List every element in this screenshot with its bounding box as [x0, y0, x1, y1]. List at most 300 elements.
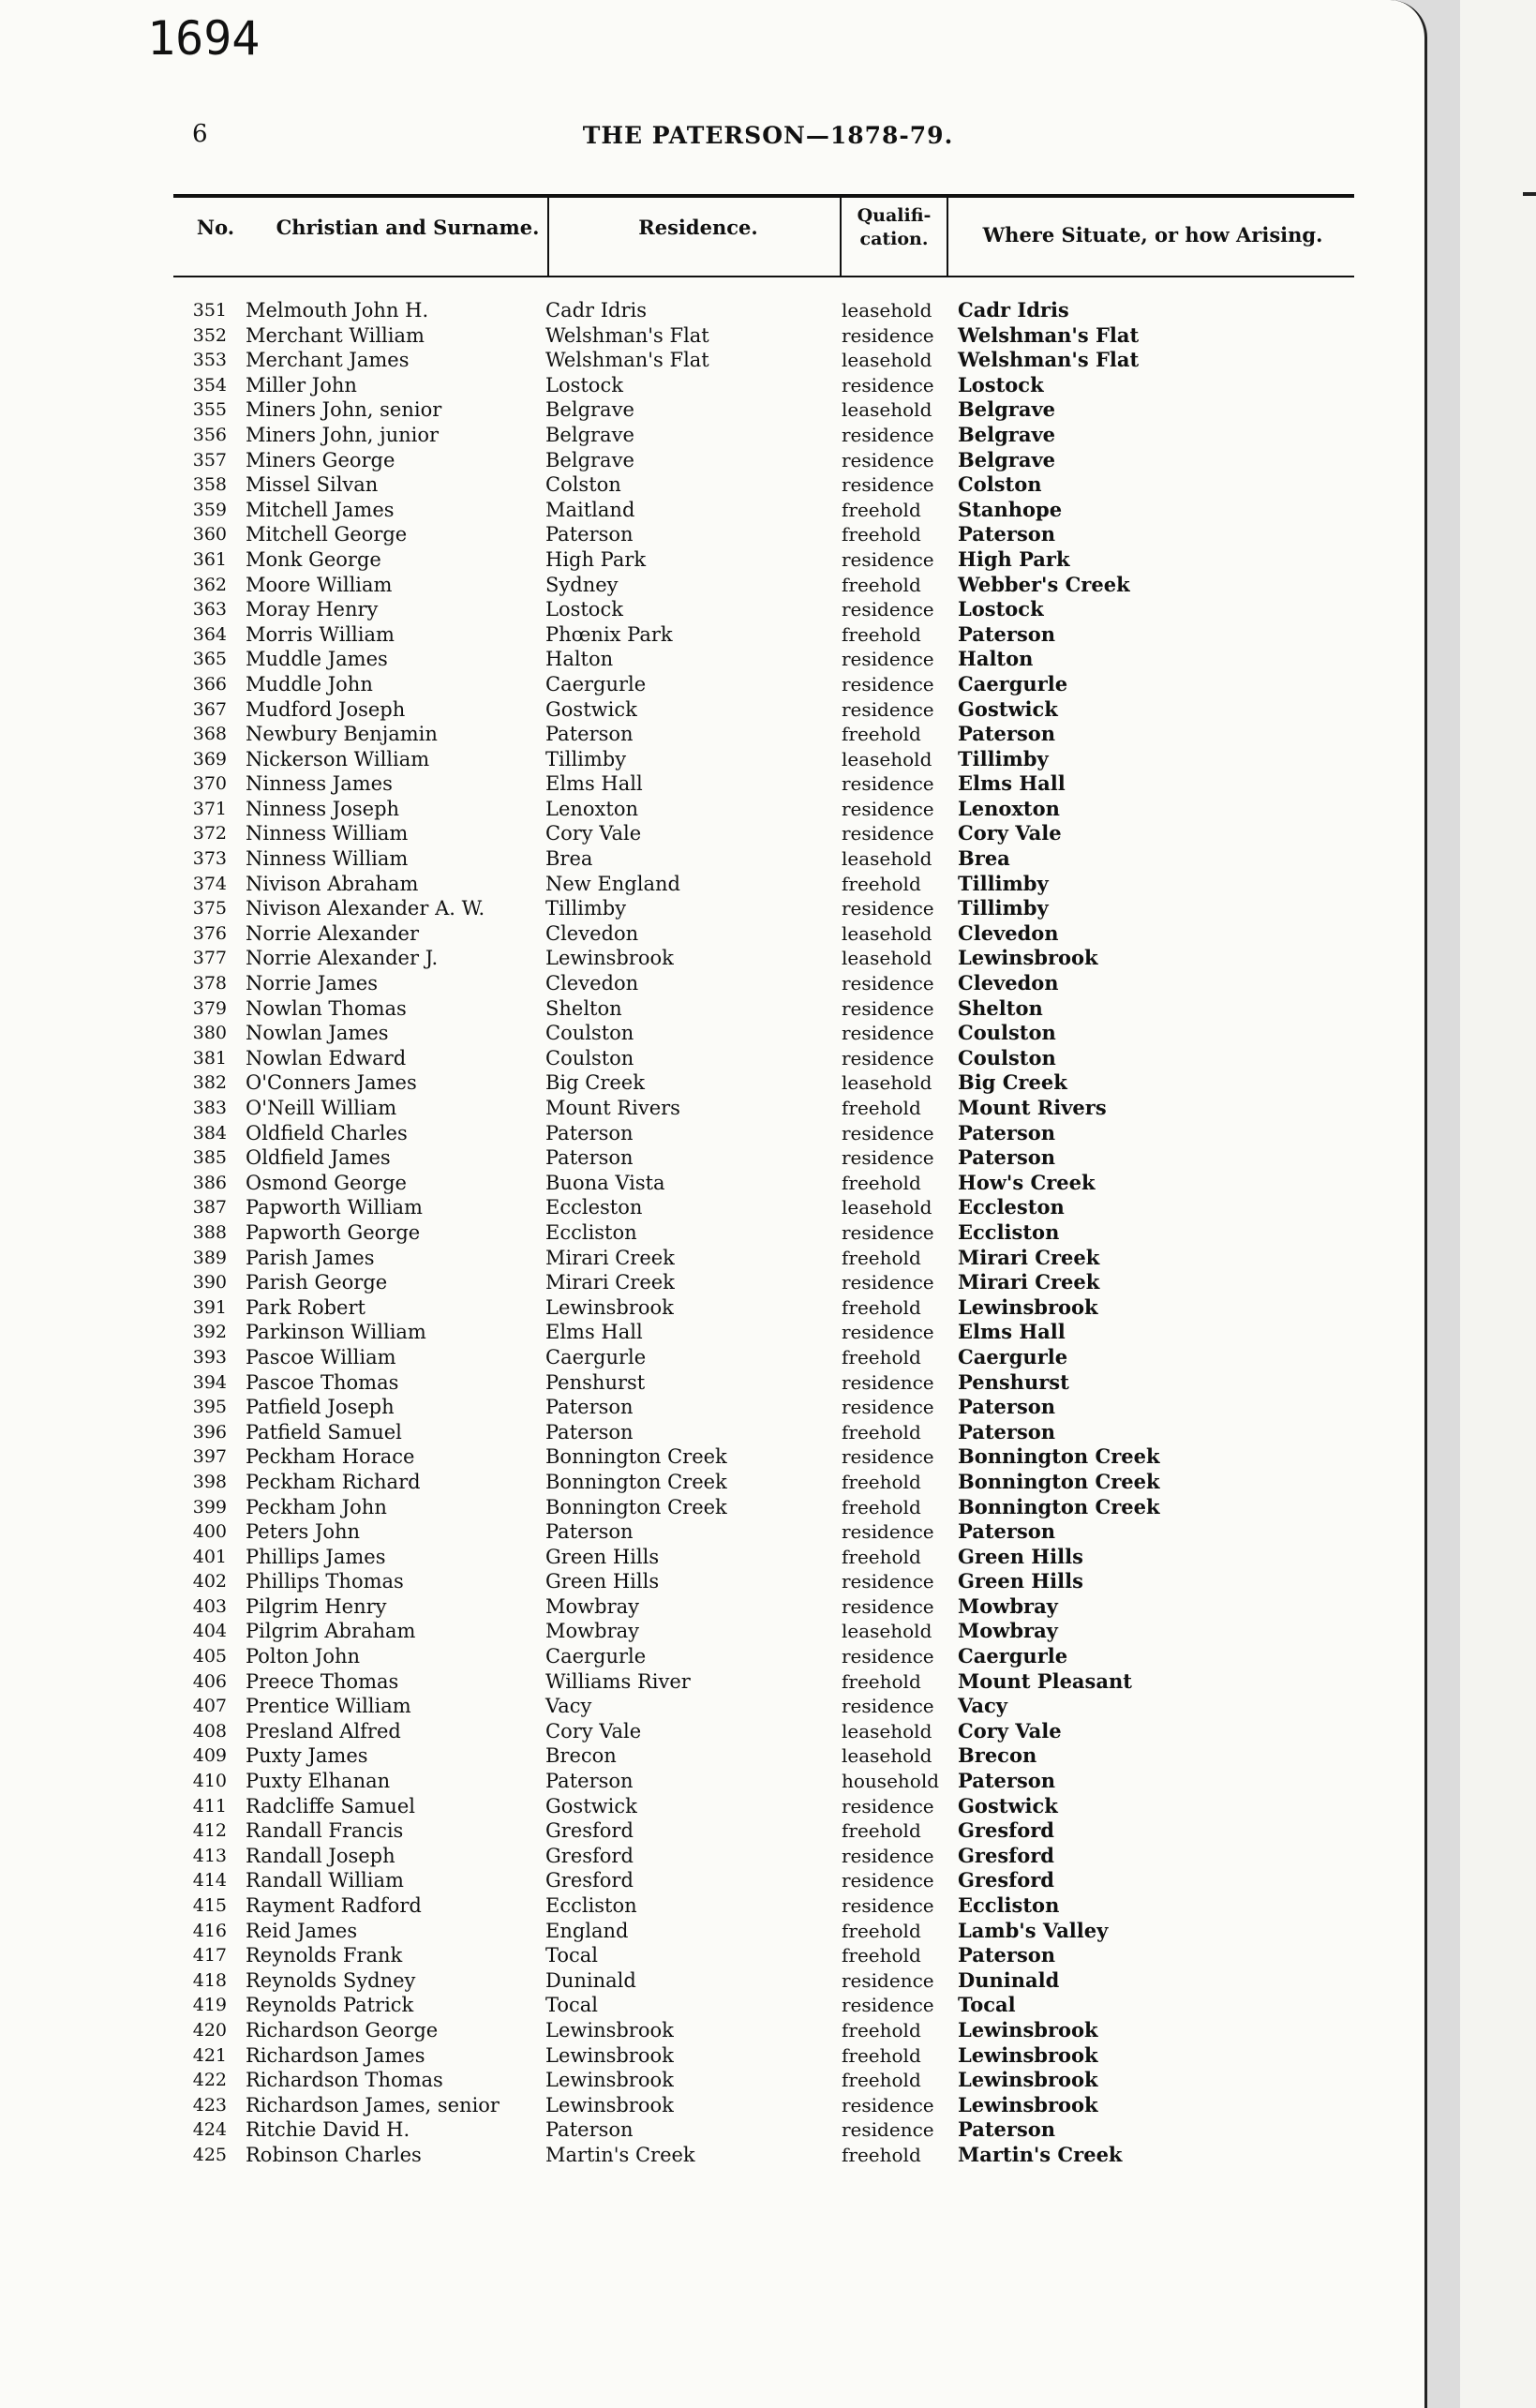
row-qualification: freehold [842, 2069, 921, 2092]
table-row [0, 1519, 1424, 1545]
row-name: Papworth William [246, 1196, 423, 1219]
row-qualification: residence [842, 697, 934, 721]
row-where-situate: Mirari Creek [958, 1245, 1100, 1269]
row-qualification: residence [842, 1220, 934, 1244]
row-number: 362 [192, 574, 227, 595]
row-number: 380 [192, 1023, 227, 1044]
row-qualification: leasehold [842, 1719, 932, 1742]
row-qualification: leasehold [842, 398, 932, 422]
row-number: 358 [192, 474, 227, 496]
row-residence: High Park [545, 547, 647, 571]
row-where-situate: Big Creek [958, 1070, 1067, 1095]
table-row [0, 1893, 1424, 1919]
row-name: Pascoe William [246, 1345, 396, 1369]
row-name: Nickerson William [246, 747, 430, 770]
row-number: 398 [192, 1471, 227, 1492]
row-number: 384 [192, 1122, 227, 1144]
row-number: 374 [192, 873, 227, 894]
row-name: Puxty James [246, 1744, 368, 1768]
row-where-situate: Lewinsbrook [958, 2068, 1098, 2092]
row-number: 394 [192, 1371, 227, 1393]
row-number: 371 [192, 798, 227, 819]
row-qualification: residence [842, 897, 934, 920]
row-name: Moray Henry [246, 598, 379, 621]
table-row [0, 1868, 1424, 1893]
table-row [0, 1195, 1424, 1220]
row-residence: Williams River [545, 1669, 691, 1693]
row-name: Parish George [246, 1271, 388, 1294]
row-number: 417 [192, 1945, 227, 1967]
table-row [0, 2018, 1424, 2043]
row-name: Richardson George [246, 2018, 439, 2042]
row-qualification: freehold [842, 1470, 921, 1493]
row-where-situate: Brecon [958, 1743, 1037, 1768]
row-number: 379 [192, 997, 227, 1019]
table-row [0, 1046, 1424, 1071]
row-name: Richardson Thomas [246, 2069, 443, 2092]
table-row [0, 573, 1424, 598]
page-title: THE PATERSON—1878-79. [582, 122, 954, 149]
row-name: Ritchie David H. [246, 2118, 410, 2142]
row-name: Ninness William [246, 847, 409, 871]
row-qualification: residence [842, 2118, 934, 2142]
row-name: Missel Silvan [246, 473, 379, 497]
row-where-situate: Gresford [958, 1818, 1054, 1843]
row-where-situate: Stanhope [958, 497, 1063, 521]
row-name: Randall William [246, 1869, 404, 1892]
row-residence: Tocal [545, 1944, 599, 1967]
row-qualification: residence [842, 1570, 934, 1593]
table-row [0, 1220, 1424, 1246]
row-name: Mitchell James [246, 498, 395, 521]
row-number: 399 [192, 1496, 227, 1518]
row-where-situate: Paterson [958, 522, 1056, 546]
row-number: 415 [192, 1895, 227, 1916]
row-where-situate: Lostock [958, 372, 1044, 396]
row-number: 370 [192, 773, 227, 795]
row-where-situate: Bonnington Creek [958, 1469, 1160, 1493]
table-row [0, 1495, 1424, 1520]
row-qualification: freehold [842, 1295, 921, 1319]
row-residence: Coulston [545, 1022, 634, 1045]
row-where-situate: Lewinsbrook [958, 2092, 1098, 2116]
row-qualification: residence [842, 373, 934, 396]
table-row [0, 1769, 1424, 1794]
row-where-situate: Eccliston [958, 1893, 1060, 1917]
row-name: Ninness James [246, 772, 393, 796]
table-row [0, 647, 1424, 672]
row-qualification: residence [842, 1695, 934, 1718]
row-number: 366 [192, 673, 227, 695]
row-where-situate: Lenoxton [958, 796, 1060, 820]
row-where-situate: Mount Pleasant [958, 1668, 1132, 1693]
row-where-situate: How's Creek [958, 1170, 1096, 1194]
table-row [0, 846, 1424, 872]
row-number: 412 [192, 1820, 227, 1842]
row-residence: Mirari Creek [545, 1246, 675, 1269]
row-residence: Tillimby [545, 897, 627, 920]
row-residence: Eccliston [545, 1220, 637, 1244]
column-divider-qualification [840, 197, 842, 277]
row-number: 389 [192, 1247, 227, 1268]
row-number: 413 [192, 1845, 227, 1866]
row-number: 406 [192, 1670, 227, 1692]
row-qualification: residence [842, 547, 934, 571]
row-residence: Halton [545, 648, 614, 671]
row-residence: Elms Hall [545, 1321, 643, 1344]
table-row [0, 946, 1424, 971]
table-row [0, 1096, 1424, 1121]
table-row [0, 498, 1424, 523]
table-row [0, 1270, 1424, 1295]
row-qualification: leasehold [842, 1071, 932, 1095]
row-residence: Lewinsbrook [545, 1295, 674, 1319]
row-qualification: freehold [842, 1097, 921, 1119]
row-number: 424 [192, 2119, 227, 2141]
table-row [0, 1619, 1424, 1644]
row-number: 423 [192, 2094, 227, 2116]
row-residence: Lewinsbrook [545, 2093, 674, 2116]
row-residence: Mirari Creek [545, 1271, 675, 1294]
row-name: Randall Joseph [246, 1844, 395, 1867]
table-row [0, 1171, 1424, 1196]
row-name: Monk George [246, 547, 381, 571]
row-residence: Paterson [545, 723, 634, 746]
row-residence: Coulston [545, 1046, 634, 1069]
row-where-situate: Colston [958, 472, 1042, 497]
row-number: 396 [192, 1421, 227, 1443]
table-row [0, 1420, 1424, 1445]
row-where-situate: Paterson [958, 1419, 1056, 1443]
row-qualification: leasehold [842, 847, 932, 871]
row-residence: Mowbray [545, 1620, 639, 1643]
row-qualification: residence [842, 797, 934, 820]
row-qualification: residence [842, 323, 934, 347]
row-where-situate: Paterson [958, 1943, 1056, 1967]
row-residence: Duninald [545, 1968, 636, 1992]
row-residence: Paterson [545, 1420, 634, 1443]
row-qualification: freehold [842, 622, 921, 646]
row-name: Oldfield Charles [246, 1121, 408, 1144]
table-row [0, 1145, 1424, 1171]
row-name: Peckham Horace [246, 1445, 415, 1469]
row-where-situate: Paterson [958, 1395, 1056, 1419]
row-qualification: residence [842, 772, 934, 796]
row-name: Osmond George [246, 1171, 407, 1194]
row-where-situate: Cadr Idris [958, 298, 1069, 322]
row-residence: Eccleston [545, 1196, 643, 1219]
column-divider-residence [547, 197, 549, 277]
table-row [0, 2093, 1424, 2118]
row-where-situate: Brea [958, 846, 1010, 871]
row-number: 422 [192, 2070, 227, 2091]
row-name: Miners John, junior [246, 423, 440, 446]
row-qualification: residence [842, 1520, 934, 1544]
row-number: 410 [192, 1771, 227, 1792]
row-where-situate: Lewinsbrook [958, 2042, 1098, 2067]
row-number: 357 [192, 449, 227, 471]
row-name: Richardson James [246, 2043, 425, 2067]
row-where-situate: Clevedon [958, 971, 1059, 995]
table-row [0, 547, 1424, 573]
table-row [0, 1818, 1424, 1844]
row-name: Phillips Thomas [246, 1570, 404, 1593]
table-row [0, 1968, 1424, 1994]
row-residence: Eccliston [545, 1894, 637, 1917]
row-number: 361 [192, 548, 227, 570]
row-residence: Clevedon [545, 921, 639, 945]
row-qualification: residence [842, 1370, 934, 1394]
row-where-situate: Gresford [958, 1868, 1054, 1892]
row-qualification: leasehold [842, 947, 932, 970]
row-where-situate: Mirari Creek [958, 1270, 1100, 1294]
row-where-situate: Vacy [958, 1694, 1007, 1718]
row-number: 401 [192, 1546, 227, 1567]
table-row [0, 2143, 1424, 2168]
row-number: 365 [192, 649, 227, 670]
header-qualification: Qualifi-cation. [857, 205, 932, 249]
table-row [0, 472, 1424, 498]
table-row [0, 1694, 1424, 1719]
row-residence: Lewinsbrook [545, 2043, 674, 2067]
row-number: 400 [192, 1521, 227, 1543]
row-name: Nowlan Thomas [246, 996, 407, 1020]
row-qualification: freehold [842, 1345, 921, 1369]
table-row [0, 622, 1424, 648]
row-name: Melmouth John H. [246, 299, 429, 322]
row-name: Norrie Alexander [246, 921, 420, 945]
row-number: 381 [192, 1047, 227, 1069]
table-row [0, 1719, 1424, 1744]
row-number: 416 [192, 1920, 227, 1941]
row-residence: Green Hills [545, 1570, 660, 1593]
row-name: Radcliffe Samuel [246, 1794, 415, 1817]
table-row [0, 1345, 1424, 1370]
table-row [0, 1919, 1424, 1944]
header-where: Where Situate, or how Arising. [982, 223, 1323, 247]
row-number: 376 [192, 922, 227, 944]
row-number: 359 [192, 499, 227, 520]
row-name: Miller John [246, 373, 357, 396]
row-where-situate: Caergurle [958, 671, 1068, 695]
row-residence: England [545, 1919, 629, 1942]
table-row [0, 448, 1424, 473]
row-number: 402 [192, 1571, 227, 1593]
row-name: Randall Francis [246, 1819, 404, 1843]
row-qualification: leasehold [842, 921, 932, 945]
table-row [0, 1295, 1424, 1321]
row-residence: Buona Vista [545, 1171, 665, 1194]
row-name: O'Conners James [246, 1071, 417, 1095]
row-name: Rayment Radford [246, 1894, 422, 1917]
row-where-situate: Mount Rivers [958, 1096, 1107, 1119]
table-row [0, 797, 1424, 822]
row-residence: Mowbray [545, 1594, 639, 1618]
row-name: Reid James [246, 1919, 358, 1942]
row-number: 363 [192, 599, 227, 621]
row-qualification: freehold [842, 1944, 921, 1967]
row-number: 411 [192, 1795, 227, 1817]
row-qualification: residence [842, 1994, 934, 2017]
row-residence: Sydney [545, 573, 619, 596]
row-qualification: residence [842, 672, 934, 695]
row-qualification: freehold [842, 1495, 921, 1518]
row-number: 393 [192, 1346, 227, 1368]
table-row [0, 373, 1424, 398]
row-where-situate: Coulston [958, 1021, 1056, 1045]
row-qualification: residence [842, 1046, 934, 1069]
table-row [0, 1070, 1424, 1096]
row-residence: Lostock [545, 373, 623, 396]
row-qualification: freehold [842, 1420, 921, 1443]
row-where-situate: Paterson [958, 1145, 1056, 1170]
row-name: Reynolds Patrick [246, 1994, 414, 2017]
adjacent-page-rule [1523, 192, 1536, 196]
row-name: Pascoe Thomas [246, 1370, 399, 1394]
row-number: 395 [192, 1397, 227, 1418]
row-name: Preece Thomas [246, 1669, 399, 1693]
header-no: No. [196, 216, 235, 239]
table-row [0, 896, 1424, 921]
row-where-situate: High Park [958, 546, 1070, 571]
row-qualification: residence [842, 423, 934, 446]
row-residence: Bonnington Creek [545, 1445, 727, 1469]
table-row [0, 971, 1424, 996]
row-name: Peters John [246, 1520, 361, 1544]
table-row [0, 747, 1424, 772]
row-qualification: residence [842, 1271, 934, 1294]
table-row [0, 397, 1424, 423]
row-name: Pilgrim Abraham [246, 1620, 416, 1643]
table-row [0, 1993, 1424, 2018]
row-residence: Paterson [545, 1396, 634, 1419]
row-where-situate: Eccleston [958, 1195, 1065, 1219]
row-where-situate: Clevedon [958, 920, 1059, 945]
row-name: Morris William [246, 622, 395, 646]
table-row [0, 1743, 1424, 1769]
row-name: Pilgrim Henry [246, 1594, 387, 1618]
row-number: 386 [192, 1172, 227, 1193]
row-qualification: leasehold [842, 1196, 932, 1219]
row-residence: New England [545, 872, 680, 895]
row-number: 360 [192, 524, 227, 546]
row-where-situate: Paterson [958, 1519, 1056, 1544]
row-residence: Belgrave [545, 398, 634, 422]
row-number: 407 [192, 1696, 227, 1717]
row-name: O'Neill William [246, 1097, 397, 1119]
row-number: 383 [192, 1098, 227, 1118]
row-name: Presland Alfred [246, 1719, 401, 1742]
row-residence: Vacy [545, 1695, 592, 1718]
row-qualification: residence [842, 1445, 934, 1469]
row-where-situate: Paterson [958, 1769, 1056, 1793]
row-name: Merchant James [246, 349, 410, 372]
row-name: Parkinson William [246, 1321, 426, 1344]
row-number: 356 [192, 424, 227, 445]
row-where-situate: Eccliston [958, 1219, 1060, 1244]
row-where-situate: Belgrave [958, 397, 1056, 422]
row-name: Moore William [246, 573, 393, 596]
row-number: 397 [192, 1446, 227, 1468]
row-residence: Colston [545, 473, 621, 497]
row-name: Nivison Alexander A. W. [246, 897, 485, 920]
row-residence: Phœnix Park [545, 622, 673, 646]
row-number: 369 [192, 748, 227, 770]
row-number: 372 [192, 823, 227, 845]
row-where-situate: Paterson [958, 621, 1056, 646]
row-number: 375 [192, 898, 227, 920]
row-qualification: residence [842, 1594, 934, 1618]
row-qualification: residence [842, 1022, 934, 1045]
row-where-situate: Paterson [958, 722, 1056, 746]
row-number: 382 [192, 1072, 227, 1094]
row-qualification: freehold [842, 1819, 921, 1843]
row-residence: Cory Vale [545, 1719, 642, 1742]
row-residence: Lewinsbrook [545, 2069, 674, 2092]
row-residence: Paterson [545, 1520, 634, 1544]
row-where-situate: Duninald [958, 1967, 1060, 1992]
row-name: Ninness William [246, 822, 409, 845]
table-row [0, 1021, 1424, 1046]
row-number: 388 [192, 1221, 227, 1243]
row-residence: Penshurst [545, 1370, 646, 1394]
row-where-situate: Penshurst [958, 1369, 1069, 1394]
row-name: Oldfield James [246, 1146, 391, 1170]
table-row [0, 2068, 1424, 2093]
row-residence: Gostwick [545, 1794, 637, 1817]
table-row [0, 522, 1424, 547]
row-residence: Green Hills [545, 1545, 660, 1568]
row-name: Prentice William [246, 1695, 411, 1718]
table-row [0, 697, 1424, 723]
row-residence: Caergurle [545, 672, 647, 695]
table-row [0, 1594, 1424, 1620]
table-row [0, 2117, 1424, 2143]
table-row [0, 1470, 1424, 1495]
row-qualification: residence [842, 598, 934, 621]
row-name: Patfield Samuel [246, 1420, 402, 1443]
row-residence: Elms Hall [545, 772, 643, 796]
table-row [0, 722, 1424, 747]
row-number: 425 [192, 2144, 227, 2165]
row-where-situate: Gresford [958, 1843, 1054, 1867]
header-name: Christian and Surname. [276, 216, 540, 239]
row-where-situate: Gostwick [958, 1793, 1058, 1817]
row-qualification: leasehold [842, 1744, 932, 1768]
row-number: 351 [192, 300, 227, 321]
row-where-situate: Halton [958, 647, 1034, 671]
row-qualification: residence [842, 448, 934, 471]
row-name: Merchant William [246, 323, 425, 347]
row-qualification: residence [842, 1121, 934, 1144]
row-where-situate: Tillimby [958, 871, 1049, 895]
row-residence: Cadr Idris [545, 299, 648, 322]
row-where-situate: Lostock [958, 597, 1044, 621]
row-residence: Shelton [545, 996, 622, 1020]
row-number: 404 [192, 1621, 227, 1642]
row-where-situate: Gostwick [958, 696, 1058, 721]
row-number: 408 [192, 1720, 227, 1742]
table-row [0, 1545, 1424, 1570]
row-number: 409 [192, 1745, 227, 1767]
row-where-situate: Paterson [958, 1120, 1056, 1144]
row-qualification: residence [842, 648, 934, 671]
row-residence: Paterson [545, 1146, 634, 1170]
row-qualification: freehold [842, 2043, 921, 2067]
row-qualification: residence [842, 1968, 934, 1992]
row-qualification: freehold [842, 1919, 921, 1942]
table-row [0, 1370, 1424, 1396]
